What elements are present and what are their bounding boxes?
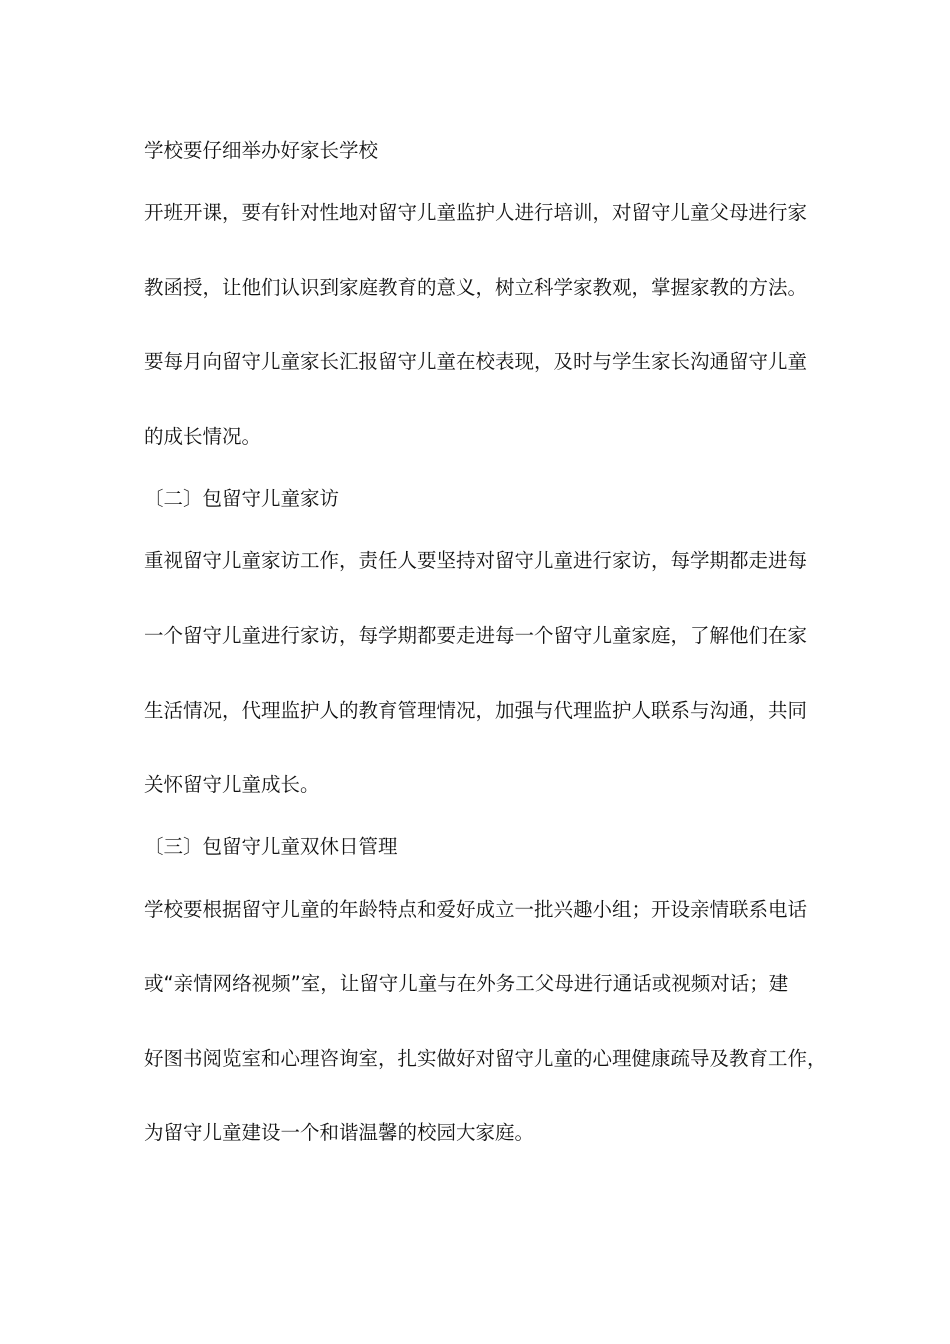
- paragraph-line: 教函授，让他们认识到家庭教育的意义，树立科学家教观，掌握家教的方法。: [144, 276, 808, 299]
- paragraph-line: 好图书阅览室和心理咨询室，扎实做好对留守儿童的心理健康疏导及教育工作，: [144, 1047, 827, 1070]
- paragraph-line: 开班开课，要有针对性地对留守儿童监护人进行培训，对留守儿童父母进行家: [144, 201, 808, 224]
- paragraph-line: 一个留守儿童进行家访，每学期都要走进每一个留守儿童家庭，了解他们在家: [144, 624, 808, 647]
- paragraph-line: 要每月向留守儿童家长汇报留守儿童在校表现，及时与学生家长沟通留守儿童: [144, 350, 808, 373]
- paragraph-line: 关怀留守儿童成长。: [144, 773, 320, 796]
- paragraph-line: 的成长情况。: [144, 425, 262, 448]
- section-heading-home-visit: 〔二〕包留守儿童家访: [144, 487, 340, 510]
- paragraph-line: 重视留守儿童家访工作，责任人要坚持对留守儿童进行家访，每学期都走进每: [144, 549, 808, 572]
- paragraph-line: 为留守儿童建设一个和谐温馨的校园大家庭。: [144, 1121, 535, 1144]
- paragraph-line: 或“亲情网络视频”室，让留守儿童与在外务工父母进行通话或视频对话；建: [144, 972, 789, 995]
- heading-parent-school: 学校要仔细举办好家长学校: [144, 139, 379, 162]
- paragraph-line: 生活情况，代理监护人的教育管理情况，加强与代理监护人联系与沟通，共同: [144, 699, 808, 722]
- section-heading-weekend: 〔三〕包留守儿童双休日管理: [144, 835, 398, 858]
- paragraph-line: 学校要根据留守儿童的年龄特点和爱好成立一批兴趣小组；开设亲情联系电话: [144, 898, 808, 921]
